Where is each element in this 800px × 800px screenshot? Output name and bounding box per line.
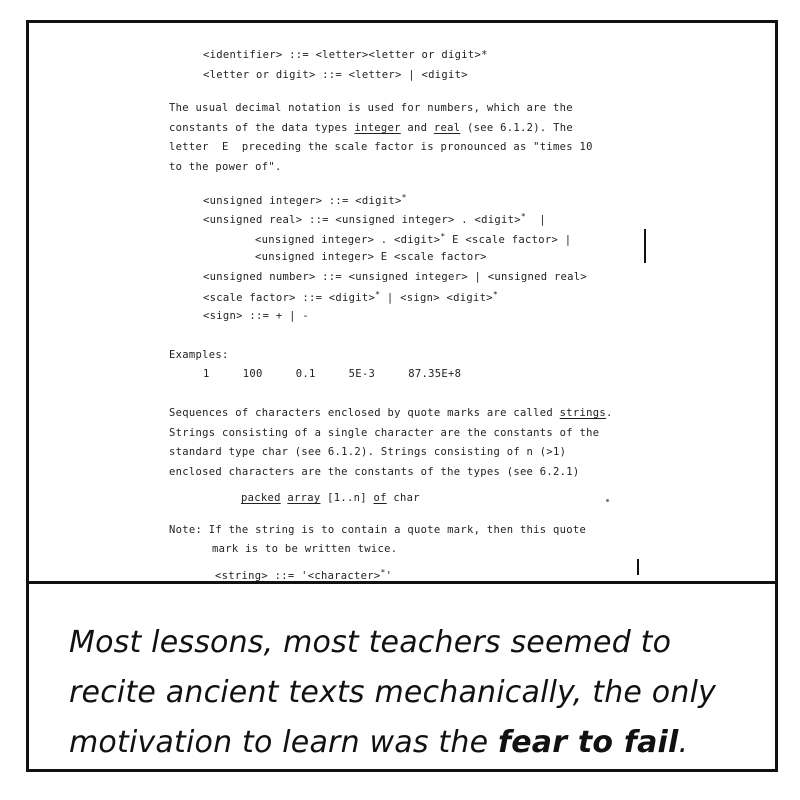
paragraph-numbers-line2: constants of the data types integer and real (see 6.1.2). The bbox=[169, 122, 573, 134]
grammar-unsigned-real-alt1: <unsigned integer> . <digit>* E <scale factor> | bbox=[255, 232, 572, 246]
grammar-scale-factor: <scale factor> ::= <digit>* | <sign> <digit>* bbox=[203, 290, 498, 304]
grammar-identifier: <identifier> ::= <letter><letter or digit>* bbox=[203, 49, 488, 61]
paper-speck bbox=[606, 499, 609, 502]
keyword-packed: packed bbox=[241, 492, 281, 504]
grammar-unsigned-real-alt2: <unsigned integer> E <scale factor> bbox=[255, 251, 487, 263]
term-strings: strings bbox=[559, 407, 607, 419]
caption-panel bbox=[29, 584, 775, 769]
examples-label: Examples: bbox=[169, 349, 229, 361]
paragraph-strings-line2: Strings consisting of a single character are the constants of the bbox=[169, 427, 600, 439]
grammar-unsigned-integer: <unsigned integer> ::= <digit>* bbox=[203, 193, 407, 207]
change-bar-bottom bbox=[637, 559, 639, 575]
paragraph-numbers-line1: The usual decimal notation is used for numbers, which are the bbox=[169, 102, 573, 114]
term-integer: integer bbox=[354, 122, 401, 134]
grammar-unsigned-real: <unsigned real> ::= <unsigned integer> . <digit>* | bbox=[203, 212, 546, 226]
keyword-array: array bbox=[287, 492, 321, 504]
grammar-sign: <sign> ::= + | - bbox=[203, 310, 309, 322]
note-line1: Note: If the string is to contain a quote mark, then this quote bbox=[169, 524, 587, 536]
paragraph-strings-line3: standard type char (see 6.1.2). Strings consisting of n (>1) bbox=[169, 446, 567, 458]
scanned-document-panel bbox=[29, 23, 775, 584]
examples-values: 1 100 0.1 5E-3 87.35E+8 bbox=[203, 368, 462, 380]
grammar-unsigned-number: <unsigned number> ::= <unsigned integer> | <unsigned real> bbox=[203, 271, 588, 283]
paragraph-numbers-line4: to the power of". bbox=[169, 161, 282, 173]
grammar-letter-or-digit: <letter or digit> ::= <letter> | <digit> bbox=[203, 69, 468, 81]
caption-line1: Most lessons, most teachers seemed to bbox=[69, 625, 672, 660]
caption-line2: recite ancient texts mechanically, the only bbox=[69, 675, 717, 710]
grammar-string: <string> ::= '<character>*' bbox=[215, 568, 393, 582]
change-bar bbox=[644, 229, 646, 263]
keyword-of: of bbox=[373, 492, 387, 504]
caption-line3: motivation to learn was the fear to fail. bbox=[69, 725, 689, 760]
paragraph-numbers-line3: letter E preceding the scale factor is pronounced as "times 10 bbox=[169, 141, 593, 153]
term-real: real bbox=[433, 122, 461, 134]
comic-panel-frame bbox=[26, 20, 778, 772]
note-line2: mark is to be written twice. bbox=[212, 543, 398, 555]
packed-array-declaration: packed array [1..n] of char bbox=[241, 492, 420, 504]
paragraph-strings-line1: Sequences of characters enclosed by quote marks are called strings. bbox=[169, 407, 613, 419]
caption-text bbox=[69, 618, 749, 768]
caption-emphasis: fear to fail bbox=[497, 725, 679, 760]
paragraph-strings-line4: enclosed characters are the constants of the types (see 6.2.1) bbox=[169, 466, 580, 478]
